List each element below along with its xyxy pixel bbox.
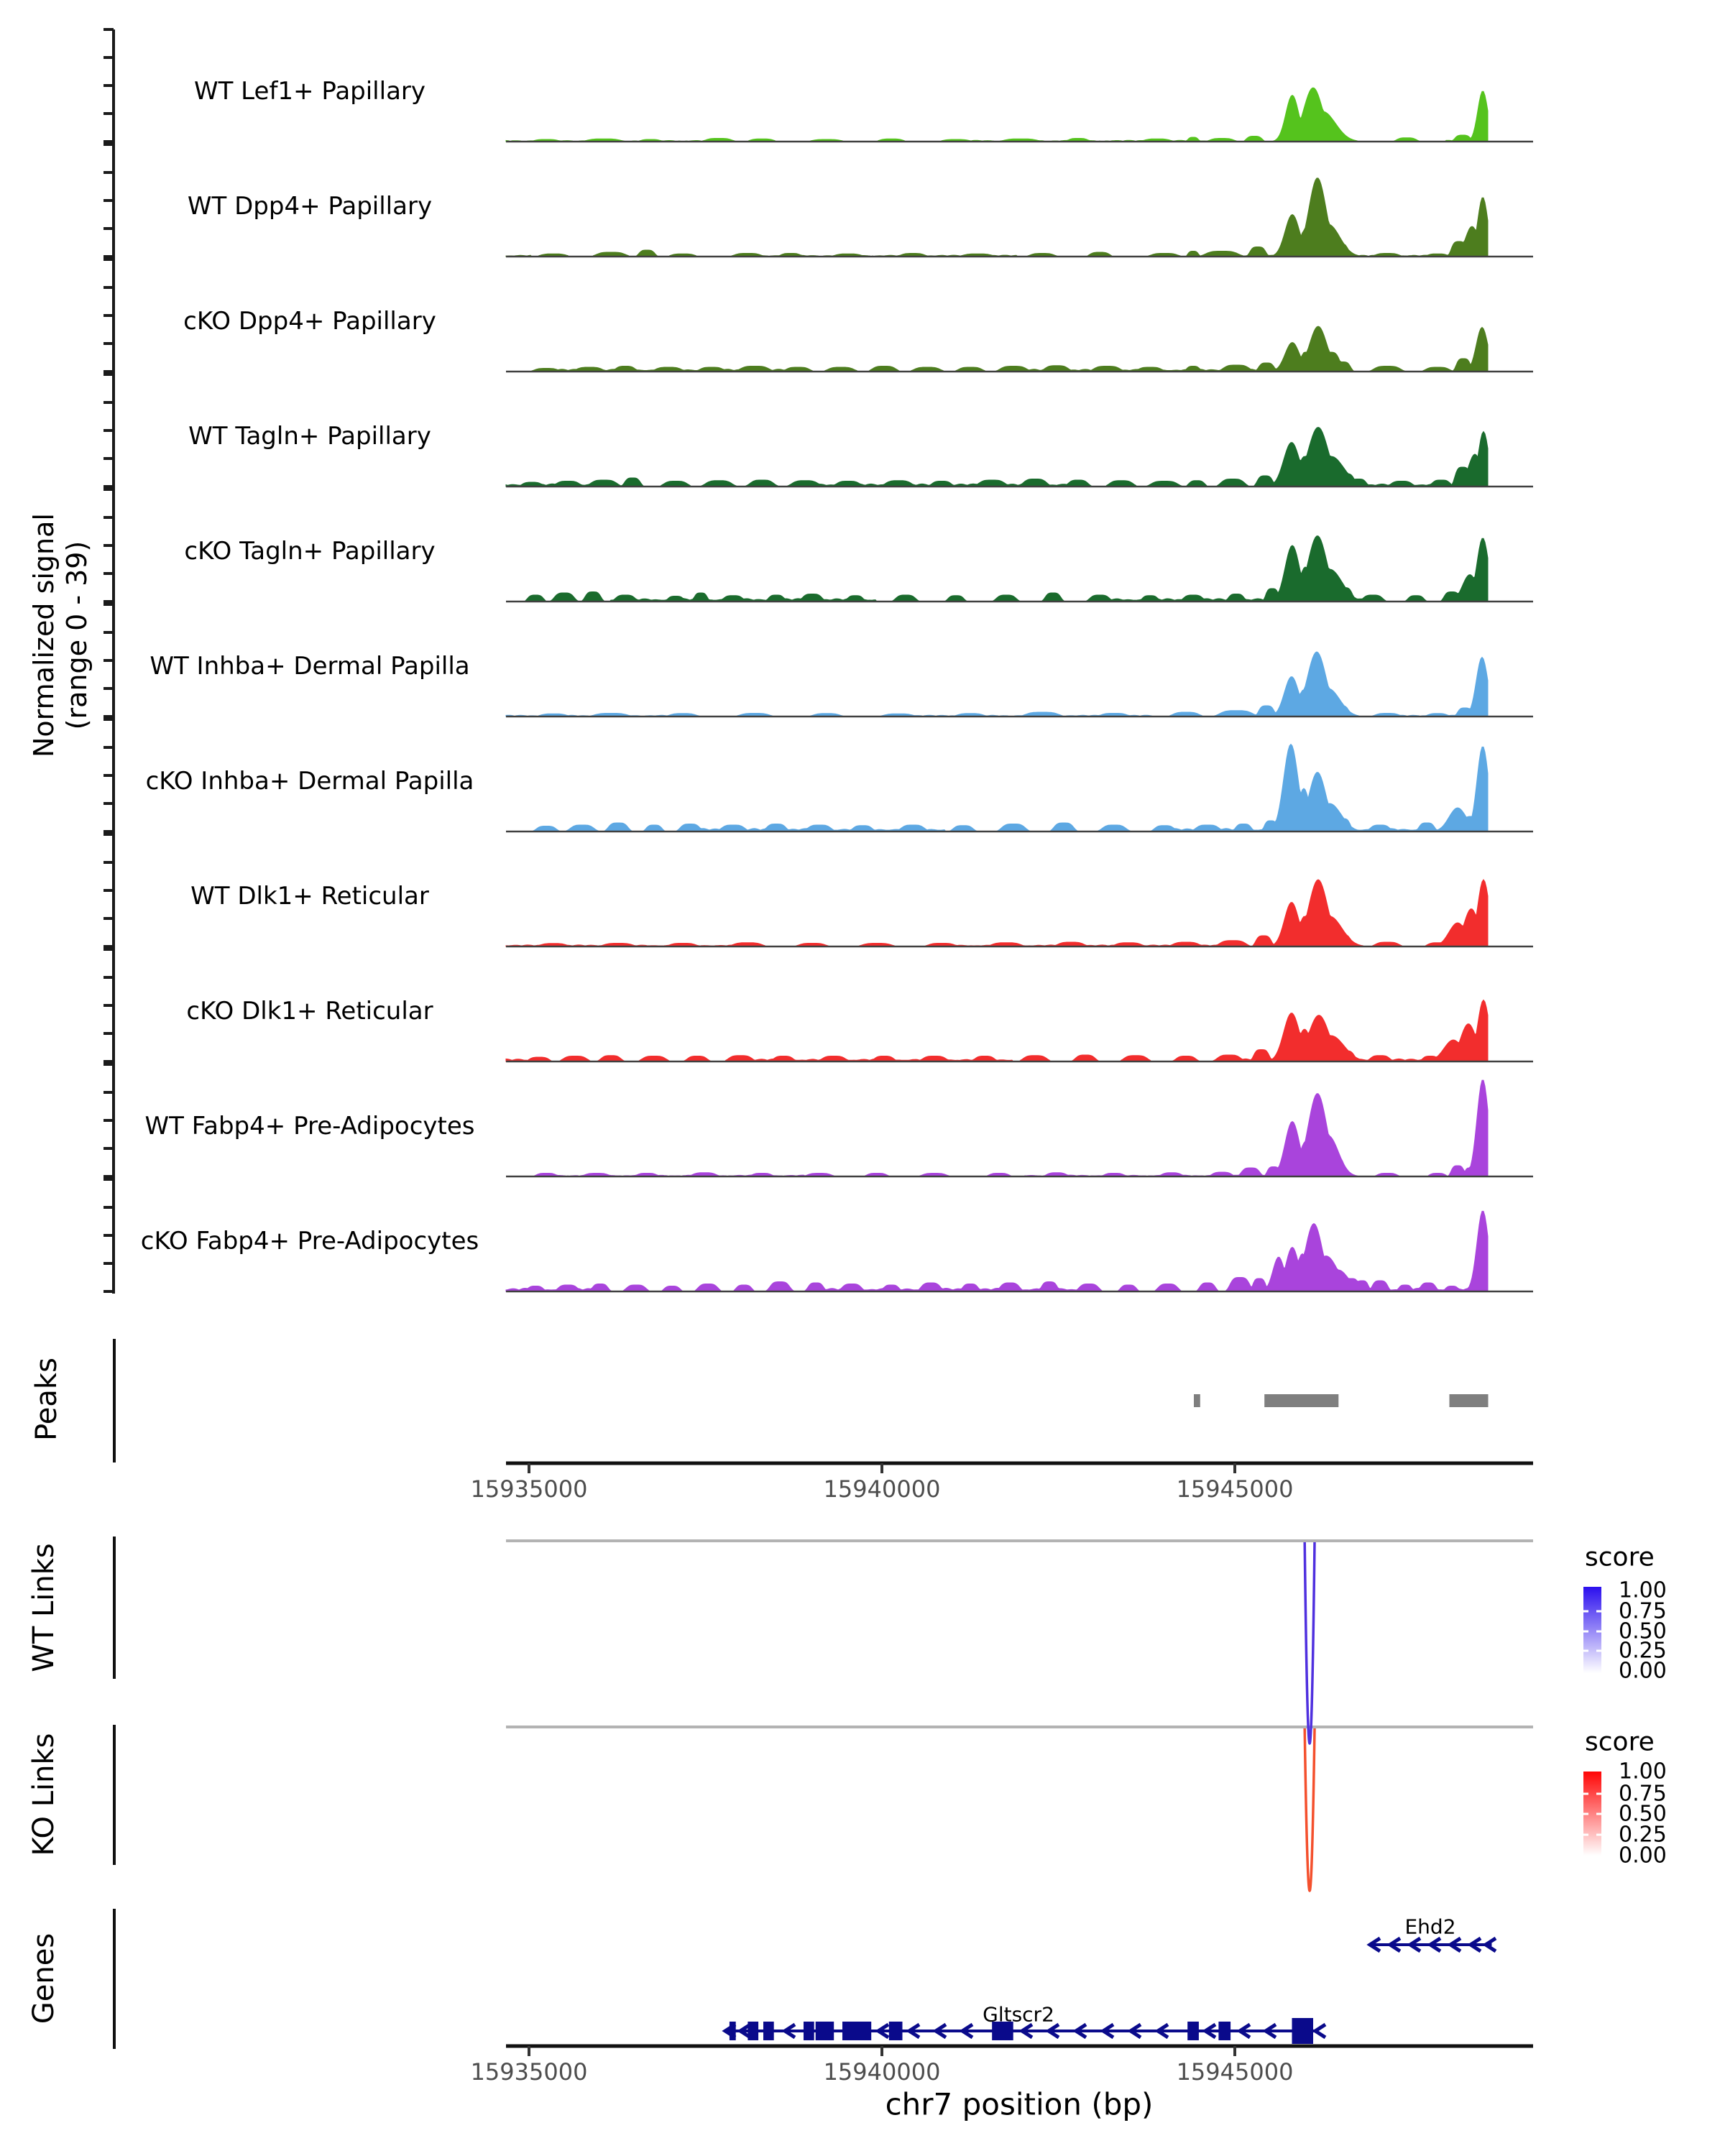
signal-area-track-10 bbox=[506, 1211, 1488, 1291]
peaks-section-label: Peaks bbox=[30, 1358, 63, 1441]
gltscr2-exon-3 bbox=[804, 2022, 814, 2040]
axis2-tick-15940000: 15940000 bbox=[823, 2058, 941, 2086]
wt-links-section-label: WT Links bbox=[27, 1543, 60, 1672]
gene-label-ehd2: Ehd2 bbox=[1404, 1915, 1456, 1939]
track-label-cko-tagln: cKO Tagln+ Papillary bbox=[184, 537, 436, 566]
track-label-cko-inhba: cKO Inhba+ Dermal Papilla bbox=[145, 767, 474, 796]
gltscr2-exon-6 bbox=[861, 2022, 872, 2040]
wt-link-arc bbox=[1305, 1542, 1315, 1743]
signal-area-track-0 bbox=[506, 88, 1488, 142]
wt-score-legend-0.75: 0.75 bbox=[1619, 1598, 1667, 1624]
track-label-cko-fabp4: cKO Fabp4+ Pre-Adipocytes bbox=[140, 1227, 479, 1256]
track-label-wt-dpp4: WT Dpp4+ Papillary bbox=[187, 192, 433, 221]
wt-score-legend-0.00: 0.00 bbox=[1619, 1658, 1667, 1684]
track-label-wt-inhba: WT Inhba+ Dermal Papilla bbox=[150, 652, 470, 681]
gene-label-gltscr2: Gltscr2 bbox=[983, 2002, 1054, 2027]
axis2-tick-15945000: 15945000 bbox=[1176, 2058, 1294, 2086]
wt-score-legend-title: score bbox=[1585, 1542, 1655, 1572]
ko-score-legend-0.00: 0.00 bbox=[1619, 1843, 1667, 1869]
ko-score-legend-0.25: 0.25 bbox=[1619, 1822, 1667, 1848]
axis2-tick-15935000: 15935000 bbox=[470, 2058, 588, 2086]
gltscr2-strand-arrow bbox=[1315, 2024, 1325, 2037]
ko-score-legend-1.00: 1.00 bbox=[1619, 1759, 1667, 1784]
wt-score-legend-1.00: 1.00 bbox=[1619, 1577, 1667, 1603]
track-label-wt-tagln: WT Tagln+ Papillary bbox=[188, 422, 431, 451]
signal-area-track-5 bbox=[506, 652, 1488, 717]
signal-area-track-7 bbox=[506, 880, 1488, 946]
x-axis-title: chr7 position (bp) bbox=[885, 2086, 1154, 2122]
y-axis-title-line2: (range 0 - 39) bbox=[61, 540, 93, 730]
axis1-tick-15940000: 15940000 bbox=[823, 1475, 941, 1503]
genes-section-label: Genes bbox=[27, 1932, 60, 2024]
gltscr2-exon-4 bbox=[816, 2022, 834, 2040]
gltscr2-exon-5 bbox=[842, 2022, 861, 2040]
track-label-wt-lef1: WT Lef1+ Papillary bbox=[193, 77, 426, 106]
gltscr2-exon-9 bbox=[1187, 2022, 1199, 2040]
signal-area-track-2 bbox=[506, 326, 1488, 372]
signal-area-track-9 bbox=[506, 1080, 1488, 1176]
signal-area-track-1 bbox=[506, 178, 1488, 257]
gltscr2-terminal-exon bbox=[1292, 2018, 1314, 2044]
track-label-cko-dlk1: cKO Dlk1+ Reticular bbox=[186, 997, 433, 1026]
axis1-tick-15945000: 15945000 bbox=[1176, 1475, 1294, 1503]
peak-box-1 bbox=[1264, 1394, 1338, 1407]
ko-score-legend-title: score bbox=[1585, 1727, 1655, 1757]
signal-area-track-3 bbox=[506, 428, 1488, 487]
ko-score-legend-0.50: 0.50 bbox=[1619, 1801, 1667, 1827]
gltscr2-exon-10 bbox=[1218, 2022, 1230, 2040]
y-axis-title-line1: Normalized signal bbox=[28, 513, 60, 757]
gltscr2-exon-7 bbox=[889, 2022, 903, 2040]
track-label-cko-dpp4: cKO Dpp4+ Papillary bbox=[183, 307, 436, 336]
ko-links-section-label: KO Links bbox=[27, 1733, 60, 1856]
wt-score-gradient-bar bbox=[1583, 1587, 1601, 1673]
signal-area-track-6 bbox=[506, 745, 1488, 832]
track-label-wt-fabp4: WT Fabp4+ Pre-Adipocytes bbox=[144, 1112, 475, 1141]
gltscr2-exon-2 bbox=[763, 2022, 774, 2040]
peak-box-2 bbox=[1450, 1394, 1489, 1407]
wt-score-legend-0.25: 0.25 bbox=[1619, 1638, 1667, 1664]
signal-area-track-4 bbox=[506, 536, 1488, 602]
peak-box-0 bbox=[1194, 1394, 1200, 1407]
wt-score-legend-0.50: 0.50 bbox=[1619, 1618, 1667, 1644]
track-label-wt-dlk1: WT Dlk1+ Reticular bbox=[190, 882, 429, 911]
ko-link-arc bbox=[1305, 1728, 1315, 1891]
y-axis-title bbox=[27, 513, 93, 757]
signal-area-track-8 bbox=[506, 1000, 1488, 1062]
ko-score-legend-0.75: 0.75 bbox=[1619, 1781, 1667, 1807]
axis1-tick-15935000: 15935000 bbox=[470, 1475, 588, 1503]
